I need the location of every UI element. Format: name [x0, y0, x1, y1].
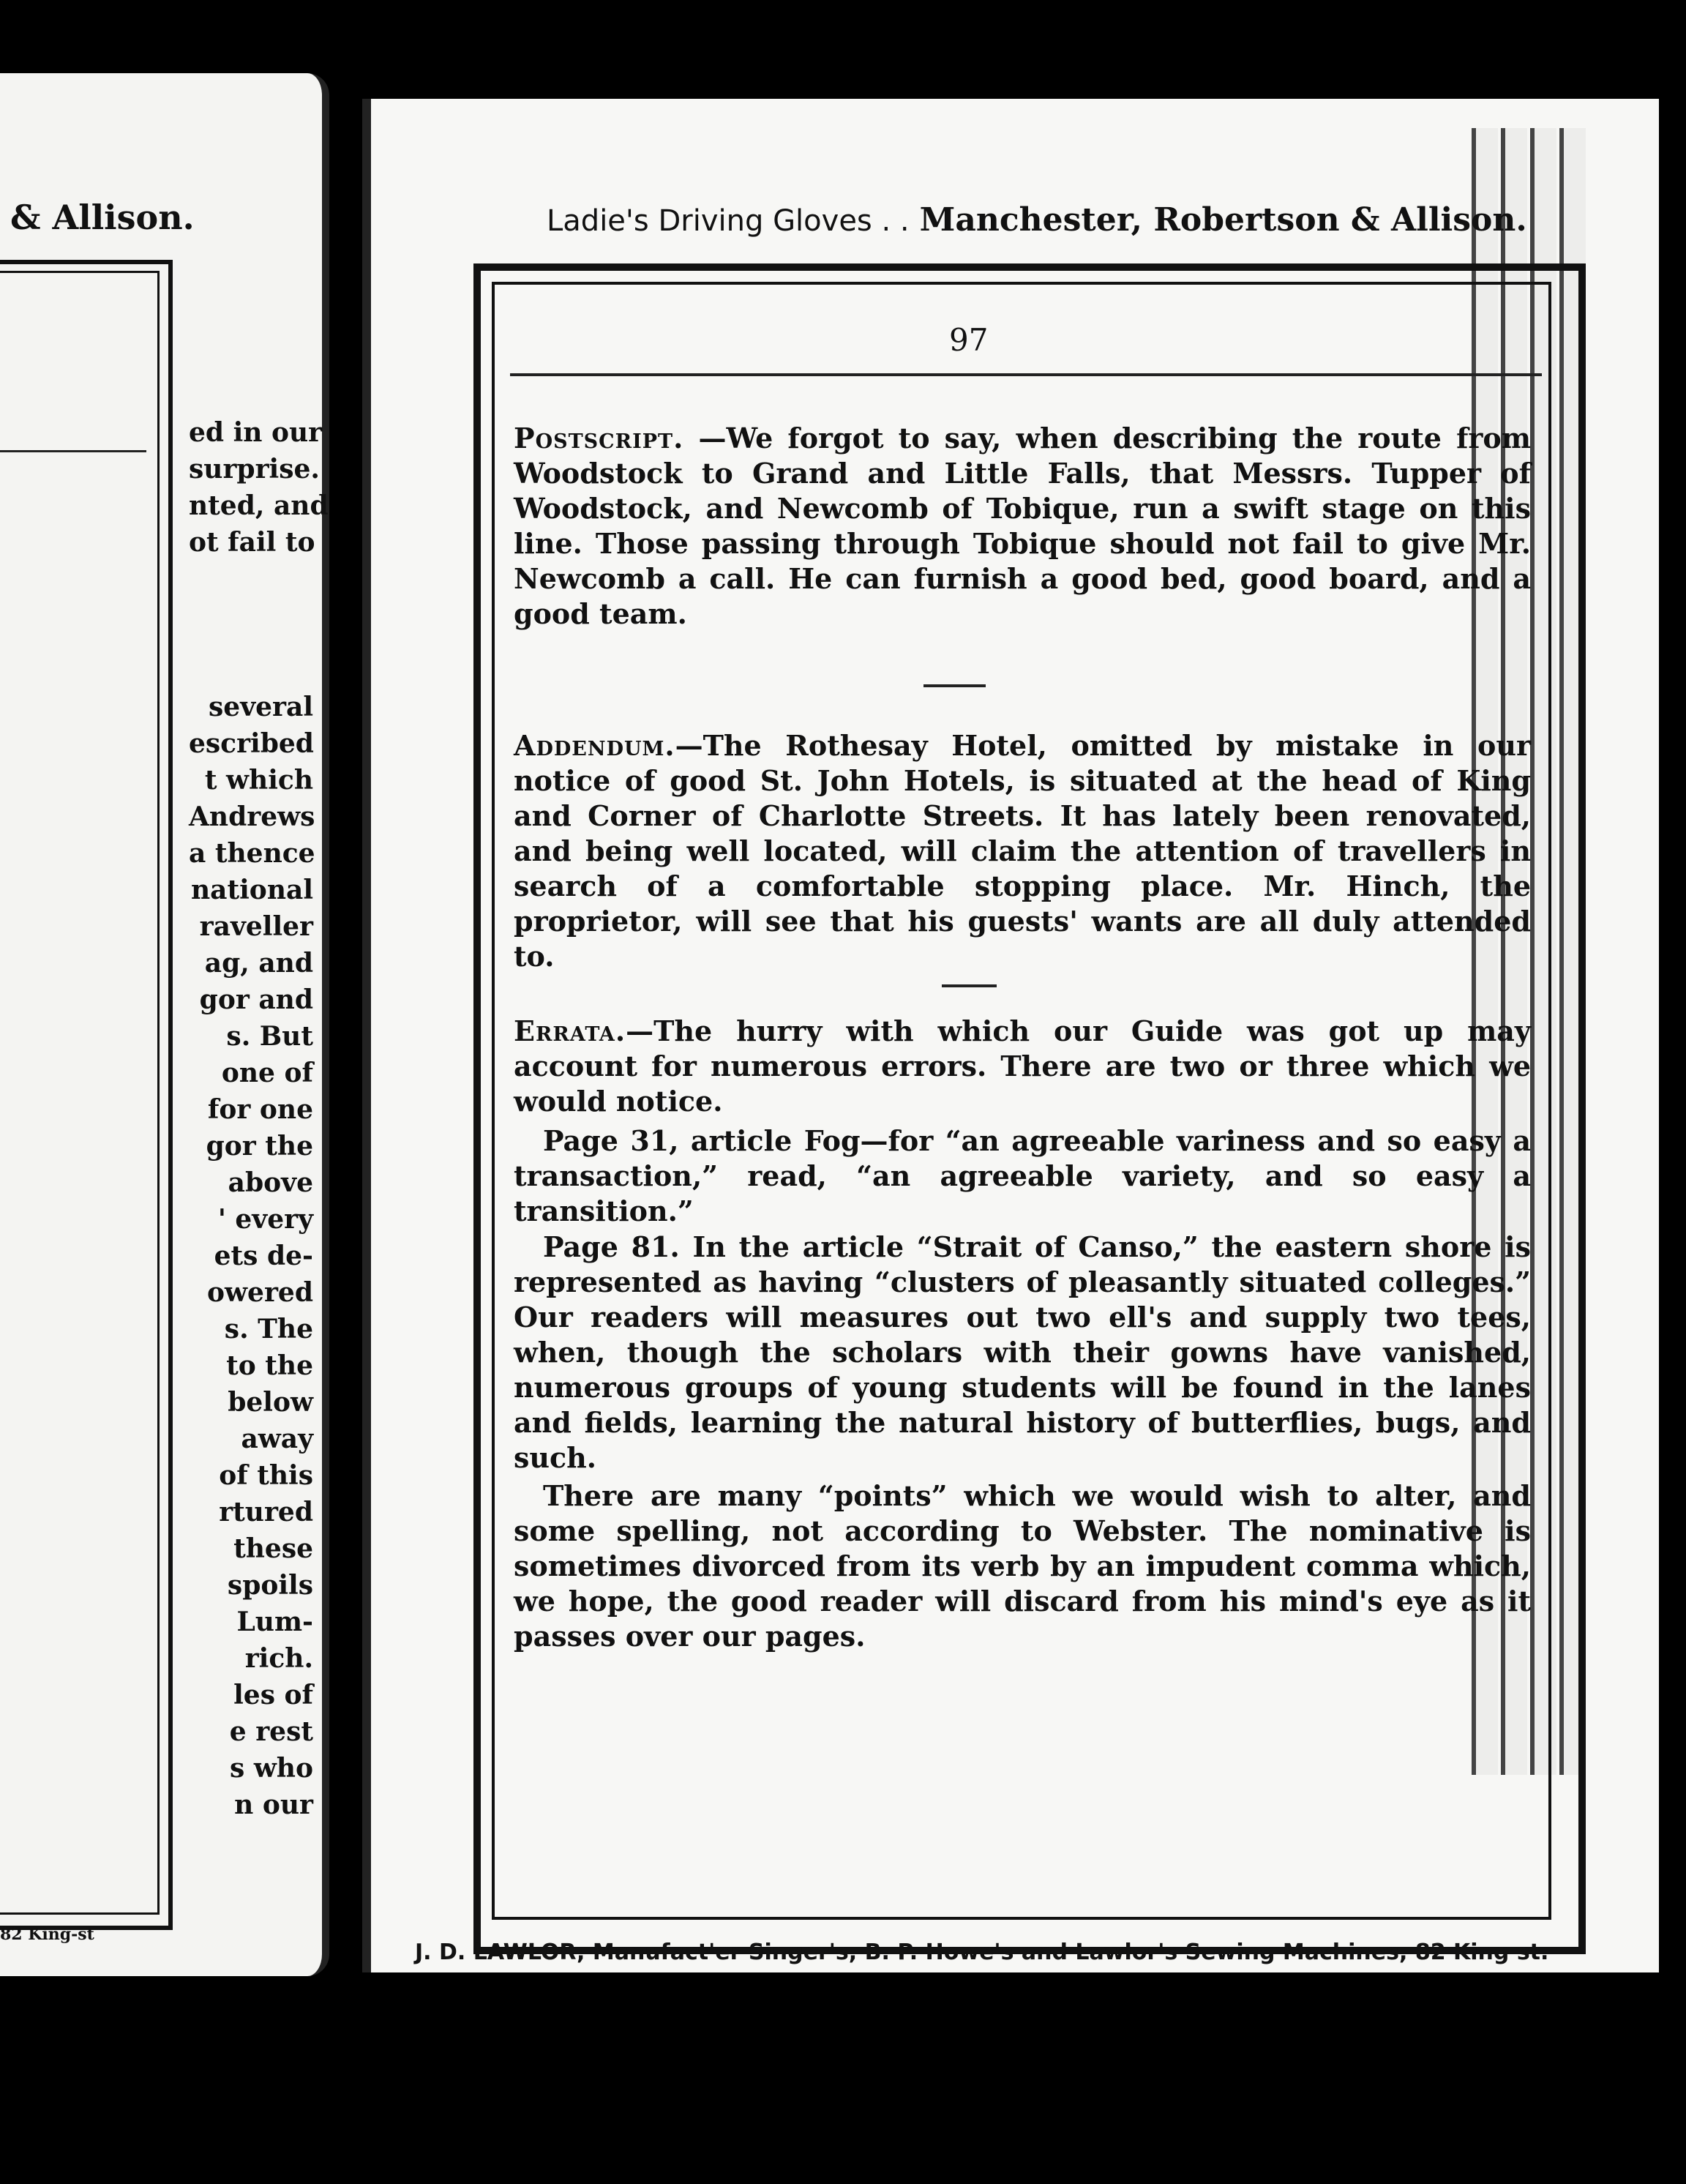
left-text-line: national: [191, 875, 313, 905]
left-text-line: escribed: [189, 728, 314, 759]
errata-page31: Page 31, article Fog—for “an agreeable variness and so easy a transaction,” read, “an agreeable variety, and so easy a transition.”: [514, 1124, 1531, 1227]
left-text-line: raveller: [199, 911, 313, 942]
left-text-line: spoils: [227, 1570, 313, 1601]
left-text-line: nted, and: [189, 490, 329, 521]
left-text-line: owered: [207, 1277, 313, 1308]
page-number: 97: [949, 322, 989, 358]
postscript-paragraph: [514, 421, 1531, 632]
errata-text: —The hurry with which our Guide was got up may account for numerous errors. There are two or three which we would notice.: [514, 1014, 1531, 1118]
left-text-line: les of: [233, 1680, 313, 1710]
left-text-line: ed in our: [189, 417, 323, 448]
left-text-line: ot fail to: [189, 527, 315, 558]
left-text-line: rtured: [219, 1497, 313, 1527]
left-text-line: ag, and: [204, 948, 313, 979]
left-rule: [0, 450, 146, 452]
left-footer: 82 King-st: [0, 1925, 94, 1944]
addendum-text: —The Rothesay Hotel, omitted by mistake in our notice of good St. John Hotels, is situated at the head of King and Corner of Charlotte Streets. It has lately been renovated, and being well located, will claim the attention of travellers in search of a comfortable stopping place. Mr. Hinch, the proprietor, will see that his guests' wants are all duly attended to.: [514, 729, 1531, 973]
running-head: [547, 201, 1600, 239]
left-text-line: gor the: [206, 1131, 313, 1162]
running-head-bold: Manchester, Robertson & Allison.: [919, 201, 1527, 239]
left-text-line: surprise.: [189, 454, 320, 485]
errata-lead: Errata.: [514, 1014, 626, 1047]
left-text-line: Lum-: [236, 1607, 313, 1637]
left-text-line: s who: [230, 1753, 313, 1784]
left-text-line: ' every: [217, 1204, 313, 1235]
left-running-head: & Allison.: [10, 198, 195, 237]
section-divider-2: [942, 984, 997, 987]
left-text-line: rich.: [244, 1643, 313, 1674]
left-text-line: n our: [234, 1790, 313, 1820]
left-frame-inner: [0, 271, 160, 1915]
top-rule: [510, 373, 1542, 376]
left-text-line: gor and: [199, 984, 313, 1015]
footer-advertisement: J. D. LAWLOR, Manufact'er Singer's, B. P. Howe's and Lawlor's Sewing Machines, 82 King st.: [415, 1940, 1549, 1965]
left-text-line: e rest: [229, 1716, 313, 1747]
left-text-line: below: [228, 1387, 313, 1418]
left-text-line: to the: [226, 1350, 313, 1381]
postscript-text: —We forgot to say, when describing the route from Woodstock to Grand and Little Falls, that Messrs. Tupper of Woodstock, and Newcomb of Tobique, run a swift stage on this line. Those passing through Tobique should not fail to give Mr. Newcomb a call. He can furnish a good bed, good board, and a good team.: [514, 422, 1531, 630]
errata-closing: There are many “points” which we would wish to alter, and some spelling, not according to Webster. The nominative is sometimes divorced from its verb by an impudent comma which, we hope, the good reader will discard from his mind's eye as it passes over our pages.: [514, 1479, 1531, 1653]
left-text-line: several: [209, 692, 313, 722]
left-text-line: t which: [204, 765, 313, 796]
right-page: [362, 99, 1659, 1972]
left-text-line: a thence: [189, 838, 315, 869]
left-text-line: ets de-: [214, 1241, 313, 1271]
left-text-line: s. But: [226, 1021, 313, 1052]
addendum-paragraph: [514, 728, 1531, 974]
left-page: [0, 73, 329, 1976]
left-text-line: away: [241, 1424, 313, 1454]
errata-paragraph: [514, 1014, 1531, 1119]
left-text-line: Andrews: [189, 801, 315, 832]
section-divider: [923, 684, 986, 687]
left-text-line: for one: [207, 1094, 313, 1125]
running-head-italic: Ladie's Driving Gloves . .: [547, 204, 910, 238]
addendum-lead: Addendum.: [514, 729, 675, 762]
left-text-line: s. The: [224, 1314, 313, 1345]
left-text-line: of this: [219, 1460, 313, 1491]
left-text-line: one of: [221, 1058, 313, 1088]
errata-page81: Page 81. In the article “Strait of Canso,” the eastern shore is represented as having “clusters of pleasantly situated colleges.” Our readers will measures out two ell's and supply two tees, when, though the scholars with their gowns have vanished, numerous groups of young students will be found in the lanes and fields, learning the natural history of butterflies, bugs, and such.: [514, 1230, 1531, 1474]
left-text-line: these: [233, 1533, 313, 1564]
postscript-lead: Postscript.: [514, 422, 684, 455]
left-text-line: above: [228, 1167, 313, 1198]
